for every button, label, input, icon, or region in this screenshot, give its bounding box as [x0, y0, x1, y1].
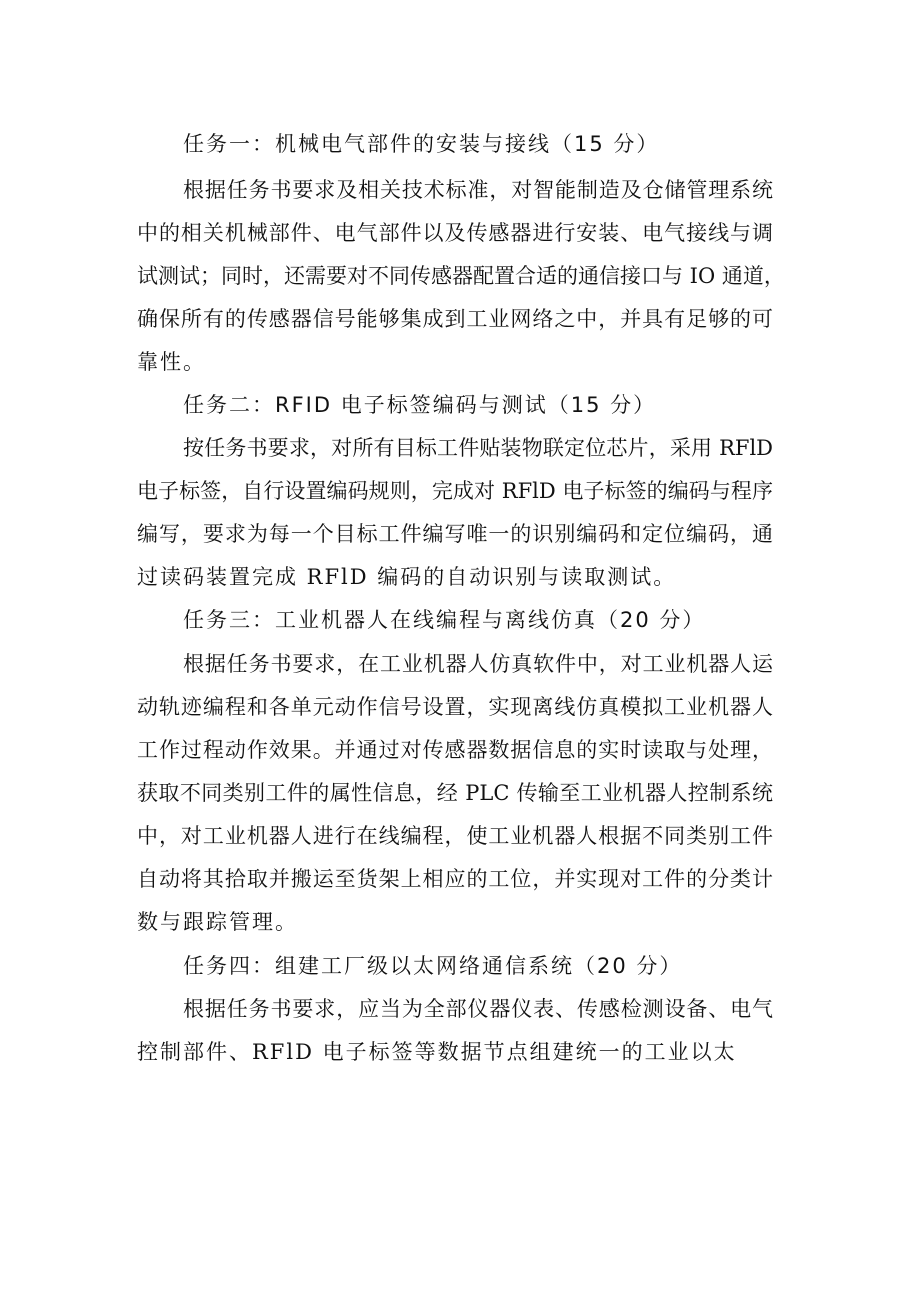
section-2-line-4: 过读码装置完成 RFlD 编码的自动识别与读取测试。	[137, 565, 677, 589]
section-3-heading: 任务三：工业机器人在线编程与离线仿真（20 分）	[183, 608, 706, 632]
section-2-line-1: 按任务书要求，对所有目标工件贴装物联定位芯片，采用 RFlD	[183, 436, 773, 460]
section-3-line-2: 动轨迹编程和各单元动作信号设置，实现离线仿真模拟工业机器人	[137, 695, 773, 719]
section-4-heading: 任务四：组建工厂级以太网络通信系统（20 分）	[183, 954, 683, 978]
section-3-line-7: 数与跟踪管理。	[137, 910, 298, 934]
section-2-line-3: 编写，要求为每一个目标工件编写唯一的识别编码和定位编码，通	[137, 522, 773, 546]
section-3-line-5: 中，对工业机器人进行在线编程，使工业机器人根据不同类别工件	[137, 824, 773, 848]
section-1-heading: 任务一：机械电气部件的安装与接线（15 分）	[183, 132, 660, 156]
section-1-line-2: 中的相关机械部件、电气部件以及传感器进行安装、电气接线与调	[137, 221, 773, 245]
section-1-line-5: 靠性。	[137, 350, 206, 374]
section-2-line-2: 电子标签，自行设置编码规则，完成对 RFlD 电子标签的编码与程序	[137, 479, 773, 503]
section-1-line-4: 确保所有的传感器信号能够集成到工业网络之中，并具有足够的可	[137, 307, 773, 331]
section-4-line-1: 根据任务书要求，应当为全部仪器仪表、传感检测设备、电气	[183, 997, 773, 1021]
section-3-line-4: 获取不同类别工件的属性信息，经 PLC 传输至工业机器人控制系统	[137, 781, 773, 805]
section-3-line-1: 根据任务书要求，在工业机器人仿真软件中，对工业机器人运	[183, 652, 773, 676]
section-1-line-3: 试测试；同时，还需要对不同传感器配置合适的通信接口与 IO 通道，	[137, 264, 785, 288]
section-3-line-3: 工作过程动作效果。并通过对传感器数据信息的实时读取与处理，	[137, 738, 773, 762]
section-2-heading: 任务二：RFID 电子标签编码与测试（15 分）	[183, 393, 657, 417]
section-4-line-2: 控制部件、RFlD 电子标签等数据节点组建统一的工业以太	[137, 1040, 737, 1064]
section-1-line-1: 根据任务书要求及相关技术标准，对智能制造及仓储管理系统	[183, 178, 773, 202]
section-3-line-6: 自动将其拾取并搬运至货架上相应的工位，并实现对工件的分类计	[137, 867, 773, 891]
